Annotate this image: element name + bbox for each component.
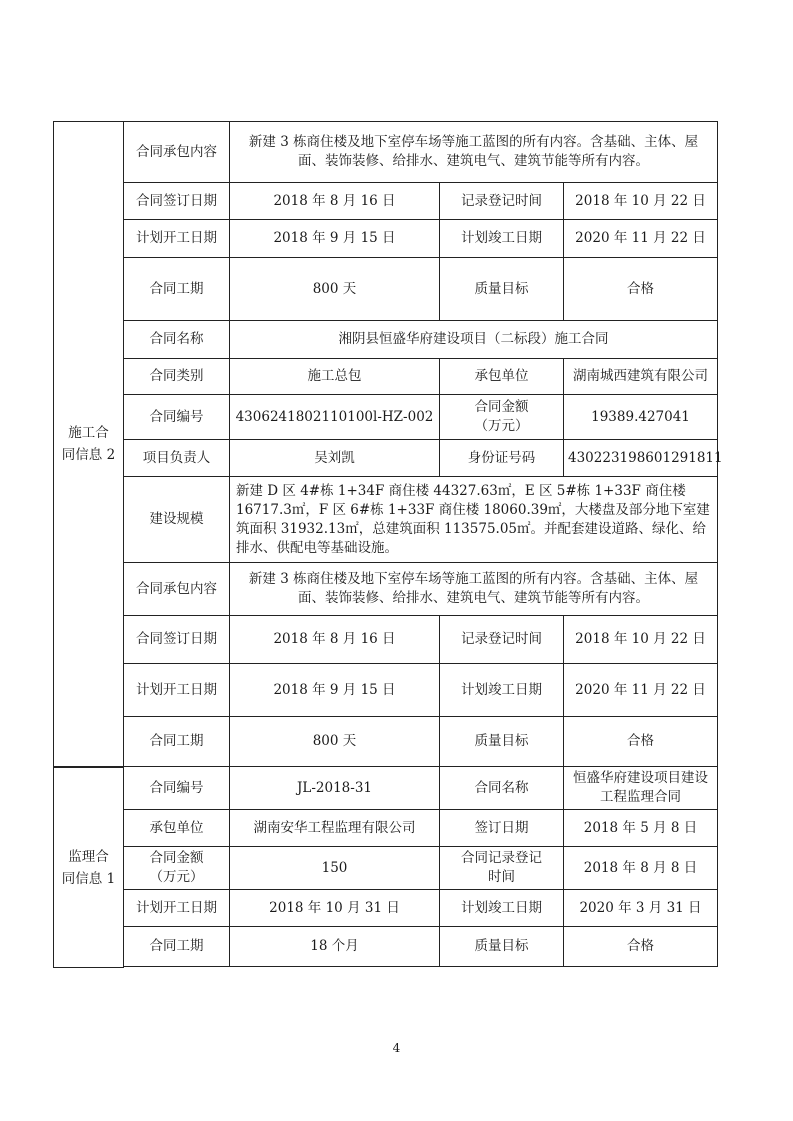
sup-record-label-line1: 合同记录登记 <box>461 850 542 866</box>
page-number: 4 <box>392 1041 401 1055</box>
sup-planned-start-value: 2018 年 10 月 31 日 <box>230 890 440 927</box>
sup-sign-date-value: 2018 年 5 月 8 日 <box>564 810 718 847</box>
sup-name-value: 恒盛华府建设项目建设工程监理合同 <box>564 767 718 810</box>
table-row <box>54 847 718 890</box>
duration-label: 合同工期 <box>124 717 230 767</box>
scope-text: 新建 3 栋商住楼及地下室停车场等施工蓝图的所有内容。含基础、主体、屋面、装饰装修、给排水、建筑电气、建筑节能等所有内容。 <box>230 122 718 183</box>
scope-label: 合同承包内容 <box>124 563 230 616</box>
contractor-label: 承包单位 <box>440 359 564 395</box>
quality-label: 质量目标 <box>440 717 564 767</box>
sup-planned-end-label: 计划竣工日期 <box>440 890 564 927</box>
sup-contractor-label: 承包单位 <box>124 810 230 847</box>
contract-type-value: 施工总包 <box>230 359 440 395</box>
planned-end-label: 计划竣工日期 <box>440 220 564 258</box>
table-row <box>54 359 718 395</box>
construction-section-label <box>54 122 124 767</box>
planned-end-label: 计划竣工日期 <box>440 664 564 717</box>
quality-value: 合格 <box>564 258 718 321</box>
table-row <box>54 220 718 258</box>
contract-type-label: 合同类别 <box>124 359 230 395</box>
sup-record-label <box>440 847 564 890</box>
contract-amount-value: 19389.427041 <box>564 395 718 440</box>
record-date-label: 记录登记时间 <box>440 616 564 664</box>
scope-label: 合同承包内容 <box>124 122 230 183</box>
project-manager-value: 吴刘凯 <box>230 440 440 477</box>
planned-start-value: 2018 年 9 月 15 日 <box>230 220 440 258</box>
planned-start-label: 计划开工日期 <box>124 220 230 258</box>
sup-duration-label: 合同工期 <box>124 927 230 967</box>
sign-date-value: 2018 年 8 月 16 日 <box>230 183 440 220</box>
table-row <box>54 927 718 967</box>
scope-text: 新建 3 栋商住楼及地下室停车场等施工蓝图的所有内容。含基础、主体、屋面、装饰装修、给排水、建筑电气、建筑节能等所有内容。 <box>230 563 718 616</box>
sup-number-value: JL-2018-31 <box>230 767 440 810</box>
quality-value: 合格 <box>564 717 718 767</box>
amount-label-line1: 合同金额 <box>474 399 529 415</box>
sup-number-label: 合同编号 <box>124 767 230 810</box>
planned-start-label: 计划开工日期 <box>124 664 230 717</box>
table-row <box>54 440 718 477</box>
sign-date-label: 合同签订日期 <box>124 183 230 220</box>
contract-name-label: 合同名称 <box>124 321 230 359</box>
record-date-value: 2018 年 10 月 22 日 <box>564 183 718 220</box>
sup-contractor-value: 湖南安华工程监理有限公司 <box>230 810 440 847</box>
project-manager-label: 项目负责人 <box>124 440 230 477</box>
contractor-value: 湖南城西建筑有限公司 <box>564 359 718 395</box>
sup-duration-value: 18 个月 <box>230 927 440 967</box>
quality-label: 质量目标 <box>440 258 564 321</box>
amount-label-line2: （万元） <box>474 418 529 434</box>
record-date-label: 记录登记时间 <box>440 183 564 220</box>
table-row <box>54 563 718 616</box>
contract-number-value: 4306241802110100l-HZ-002 <box>230 395 440 440</box>
contract-amount-label <box>440 395 564 440</box>
table-row <box>54 321 718 359</box>
table-row <box>54 258 718 321</box>
duration-value: 800 天 <box>230 717 440 767</box>
table-row <box>54 477 718 563</box>
planned-end-value: 2020 年 11 月 22 日 <box>564 220 718 258</box>
sup-section-label-line2: 同信息 1 <box>61 870 116 887</box>
sup-amount-label-line1: 合同金额 <box>149 850 204 866</box>
record-date-value: 2018 年 10 月 22 日 <box>564 616 718 664</box>
section-label-line2: 同信息 2 <box>61 447 116 463</box>
sup-planned-end-value: 2020 年 3 月 31 日 <box>564 890 718 927</box>
sup-amount-label <box>124 847 230 890</box>
sup-sign-date-label: 签订日期 <box>440 810 564 847</box>
table-row <box>54 183 718 220</box>
id-number-value: 430223198601291811 <box>564 440 718 477</box>
sup-planned-start-label: 计划开工日期 <box>124 890 230 927</box>
table-row <box>54 395 718 440</box>
contract-number-label: 合同编号 <box>124 395 230 440</box>
sup-record-label-line2: 时间 <box>488 869 515 885</box>
table-row <box>54 890 718 927</box>
duration-label: 合同工期 <box>124 258 230 321</box>
planned-start-value: 2018 年 9 月 15 日 <box>230 664 440 717</box>
table-row <box>54 810 718 847</box>
sign-date-value: 2018 年 8 月 16 日 <box>230 616 440 664</box>
supervision-label-text <box>62 846 115 890</box>
scale-text: 新建 D 区 4#栋 1+34F 商住楼 44327.63㎡，E 区 5#栋 1+33F 商住楼 16717.3㎡，F 区 6#栋 1+33F 商住楼 18060.39㎡，大楼盘及部分地下室建筑面积 31932.13㎡，总建筑面积 113575.05㎡。并配套建设道路、绿化、给排水、供配电等基础设施。 <box>230 477 718 563</box>
supervision-section-label-box <box>53 767 124 968</box>
table-row <box>54 616 718 664</box>
duration-value: 800 天 <box>230 258 440 321</box>
section-label-line1: 施工合 <box>68 425 109 441</box>
sup-name-label: 合同名称 <box>440 767 564 810</box>
scale-label: 建设规模 <box>124 477 230 563</box>
table-row <box>54 767 718 810</box>
contract-info-table <box>53 121 723 967</box>
table-row <box>54 122 718 183</box>
table-row <box>54 717 718 767</box>
sup-amount-label-line2: （万元） <box>149 869 204 885</box>
sup-record-value: 2018 年 8 月 8 日 <box>564 847 718 890</box>
planned-end-value: 2020 年 11 月 22 日 <box>564 664 718 717</box>
sup-amount-value: 150 <box>230 847 440 890</box>
sup-quality-label: 质量目标 <box>440 927 564 967</box>
sign-date-label: 合同签订日期 <box>124 616 230 664</box>
sup-quality-value: 合格 <box>564 927 718 967</box>
table-row <box>54 664 718 717</box>
id-number-label: 身份证号码 <box>440 440 564 477</box>
contract-name-value: 湘阴县恒盛华府建设项目（二标段）施工合同 <box>230 321 718 359</box>
sup-section-label-line1: 监理合 <box>68 848 109 865</box>
